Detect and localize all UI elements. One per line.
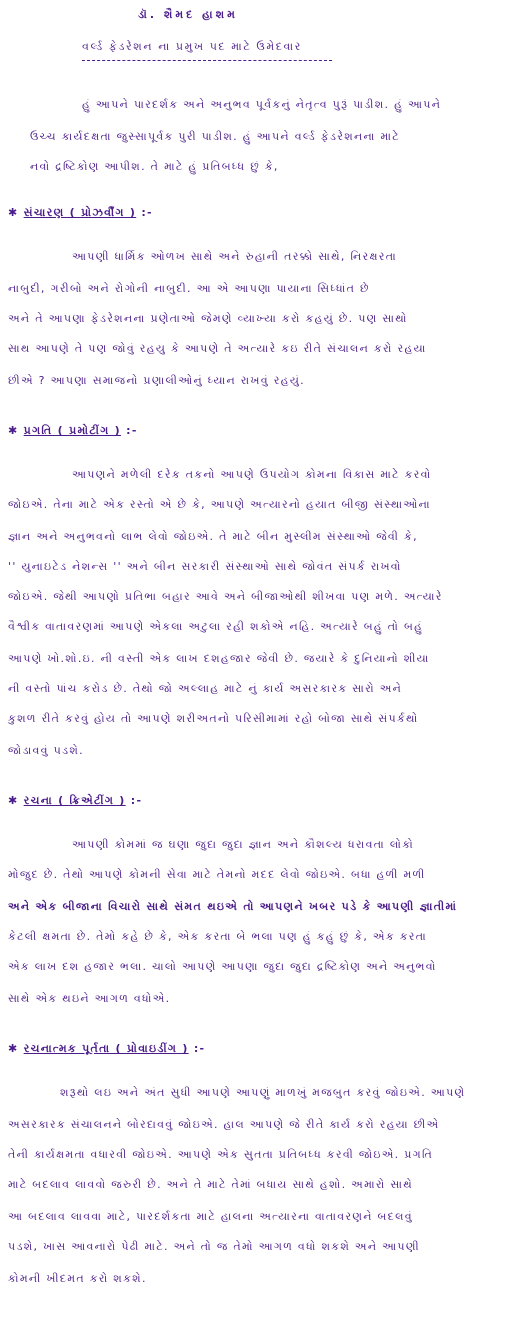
section-heading: ✱ પ્રગતિ ( પ્રમોટીંગ ) :- — [8, 424, 138, 437]
section-line: અને એક બીજાના વિચારો સાથે સંમત થઇએ તો આપણને ખબર પડે કે આપણી જ્ઞાતીમાં — [8, 900, 458, 913]
section-line: જોઇએ. જેથી આપણો પ્રતિભા બહાર આવે અને બીજાઓથી શીખવા પણ મળે. અત્યારે — [8, 590, 443, 603]
section-line: આપણી ધાર્મિક ઓળખ સાથે અને રુહાની તરક્કો સાથે, નિરક્ષરતા — [72, 250, 398, 263]
section-line: મોજુદ છે. તેથો આપણે કોમની સેવા માટે તેમનો મદદ લેવો જોઇએ. બધા હળી મળી — [8, 868, 426, 881]
section-line: આપણને મળેલી દરેક તકનો આપણે ઉપયોગ કોમના વિકાસ માટે કરવો — [72, 468, 432, 481]
section-heading: ✱ રચનાત્મક પૂર્તતા ( પ્રોવાઇડીંગ ) :- — [8, 1042, 206, 1055]
section-line: કેટલી ક્ષમતા છે. તેમો કહે છે કે, એક કરતા બે ભલા પણ હું કહું છું કે, એક કરતા — [8, 930, 428, 943]
section-line: આપણે ખો.શો.ઇ. ની વસ્તી એક લાખ દશહજાર જેવી છે. જયારે કે દુનિયાનો શીયા — [8, 652, 430, 665]
title-underline-divider — [82, 60, 332, 61]
section-line: નાબુદી, ગરીબો અને રોગોની નાબુદી. આ એ આપણા પાયાના સિધ્ધાંત છે — [8, 282, 370, 295]
section-heading-text: પ્રગતિ ( પ્રમોટીંગ ) — [23, 424, 121, 437]
intro-line: હું આપને પારદર્શક અને અનુભવ પૂર્વકનું નેતૃત્વ પુરૂં પાડીશ. હું આપને — [82, 98, 442, 111]
section-line: એક લાખ દશ હજાર ભલા. ચાલો આપણે આપણા જુદા જુદા દ્રષ્ટિકોણ અને અનુભવો — [8, 960, 437, 973]
section-line: જોઇએ. તેના માટે એક રસ્તો એ છે કે, આપણે અત્યારનો હયાત બીજી સંસ્થાઓના — [8, 498, 431, 511]
section-line: અને તે આપણા ફેડરેશનના પ્રણેતાઓ જેમણે વ્યાખ્યા કરો કહયું છે. પણ સાથો — [8, 312, 408, 325]
section-line: વૈશ્વીક વાતાવરણમાં આપણે એકલા અટુલા રહી શકોએ નહિ. અત્યારે બહું તો બહું — [8, 620, 424, 633]
section-line: શરૂથો લઇ અને અંત સુધી આપણે આપણું માળખું મજબુત કરવું જોઇએ. આપણે — [60, 1086, 466, 1099]
section-line: સાથ આપણે તે પણ જોવું રહયુ કે આપણે તે અત્યારે કઇ રીતે સંચાલન કરો રહયા — [8, 342, 427, 355]
section-line: માટે બદલાવ લાવવો જરુરી છે. અને તે માટે તેમાં બધાય સાથે હશો. અમારો સાથે — [8, 1178, 414, 1191]
author-name: ડૉ. શૈમદ હાશમ — [138, 8, 238, 21]
section-line: જ્ઞાન અને અનુભવનો લાભ લેવો જોઇએ. તે માટે બીન મુસ્લીમ સંસ્થાઓ જેવી કે, — [8, 530, 418, 543]
section-line: જોડાવવું પડશે. — [8, 744, 84, 757]
intro-line: નવો દ્રષ્ટિકોણ આપીશ. તે માટે હું પ્રતિબધ્ધ છું કે, — [30, 160, 279, 173]
section-heading-text: રચનાત્મક પૂર્તતા ( પ્રોવાઇડીંગ ) — [23, 1042, 189, 1055]
document-title: વર્લ્ડ ફેડરેશન ના પ્રમુખ પદ માટે ઉમેદવાર — [82, 40, 302, 53]
section-heading-text: સંચારણ ( પ્રોઝર્વીંગ ) — [23, 206, 137, 219]
section-line: આ બદલાવ લાવવા માટે, પારદર્શકતા માટે હાલના અત્યારના વાતાવરણને બદલવું — [8, 1210, 413, 1223]
section-line: ની વસ્તો પાંચ કરોડ છે. તેથો જો અલ્લાહ માટે નું કાર્ય અસરકારક સારો અને — [8, 682, 403, 695]
section-line: કુશળ રીતે કરવું હોય તો આપણે શરીઅતનો પરિસીમામાં રહો બોજા સાથે સંપર્કથો — [8, 712, 419, 725]
section-line: છીએ ? આપણા સમાજનો પ્રણાલીઓનું ધ્યાન રાખવું રહયું. — [8, 374, 305, 387]
section-line: સાથે એક થઇને આગળ વધોએ. — [8, 992, 171, 1005]
section-heading: ✱ રચના ( ક્રિએટીંગ ) :- — [8, 794, 143, 807]
section-heading: ✱ સંચારણ ( પ્રોઝર્વીંગ ) :- — [8, 206, 153, 219]
intro-line: ઉચ્ચ કાર્યદક્ષતા જુસ્સાપૂર્વક પુરી પાડીશ. હું આપને વર્લ્ડ ફેડરેશનના માટે — [30, 130, 400, 143]
section-line: પડશે, ખાસ આવનારો પેઢી માટે. અને તો જ તેમો આગળ વધો શકશે અને આપણી — [8, 1240, 420, 1253]
section-line: કોમની ખીદમત કરો શકશે. — [8, 1272, 147, 1285]
section-line: આપણી કોમમાં જ ઘણા જુદા જુદા જ્ઞાન અને કૌશલ્ય ધરાવતા લોકો — [72, 838, 415, 851]
section-heading-text: રચના ( ક્રિએટીંગ ) — [23, 794, 126, 807]
section-line: '' યુનાઇટેડ નેશન્સ '' અને બીન સરકારી સંસ્થાઓ સાથે જોવંત સંપર્ક રાખવો — [8, 560, 402, 573]
section-line: તેની કાર્યક્ષમતા વધારવી જોઇએ. આપણે એક સુતતા પ્રતિબધ્ધ કરવી જોઇએ. પ્રગતિ — [8, 1148, 434, 1161]
section-line: અસરકારક સંચાલનને બોરદાવવું જોઇએ. હાલ આપણે જે રીતે કાર્ય કરો રહયા છીએ — [8, 1118, 440, 1131]
